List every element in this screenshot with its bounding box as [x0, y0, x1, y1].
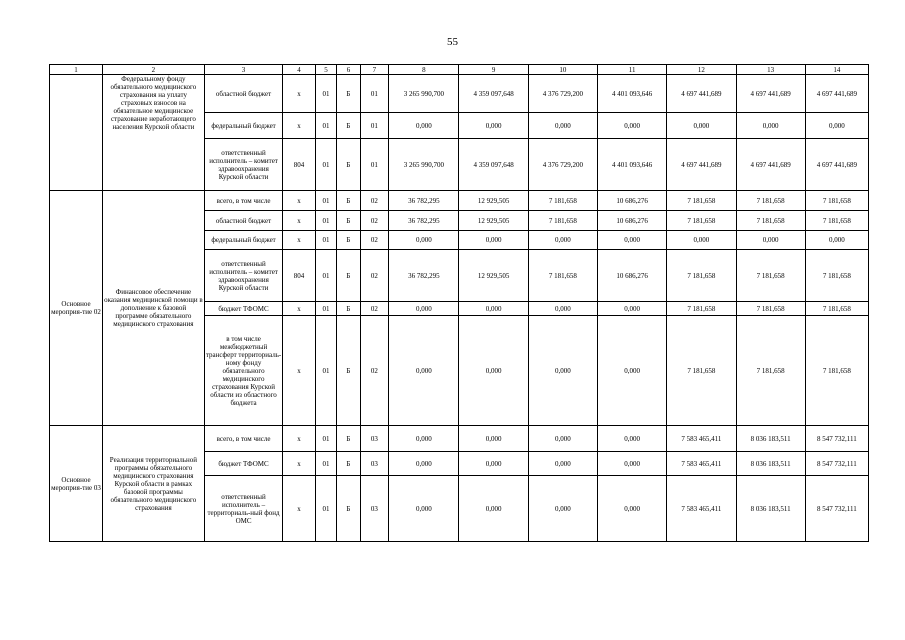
- amount-cell: 4 376 729,200: [528, 75, 597, 113]
- grbs-code-cell: х: [283, 211, 316, 231]
- amount-cell: 7 181,658: [736, 302, 805, 316]
- amount-cell: 7 181,658: [805, 302, 868, 316]
- amount-cell: 0,000: [528, 231, 597, 250]
- amount-cell: 0,000: [389, 113, 459, 139]
- page-number: 55: [447, 36, 458, 48]
- subsection-code-cell: Б: [337, 113, 360, 139]
- amount-cell: 0,000: [389, 426, 459, 452]
- amount-cell: 4 697 441,689: [667, 75, 736, 113]
- item-code-cell: 02: [360, 316, 389, 426]
- amount-cell: 7 181,658: [805, 250, 868, 302]
- grbs-code-cell: х: [283, 231, 316, 250]
- program-funding-table: [49, 64, 869, 542]
- grbs-code-cell: х: [283, 316, 316, 426]
- amount-cell: 7 181,658: [667, 250, 736, 302]
- section-code-cell: 01: [315, 211, 336, 231]
- amount-cell: 0,000: [736, 231, 805, 250]
- amount-cell: 4 697 441,689: [805, 75, 868, 113]
- section-code-cell: 01: [315, 250, 336, 302]
- amount-cell: 0,000: [528, 452, 597, 476]
- grbs-code-cell: х: [283, 452, 316, 476]
- subsection-code-cell: Б: [337, 191, 360, 211]
- column-number: 6: [337, 65, 360, 75]
- amount-cell: 12 929,505: [459, 250, 528, 302]
- amount-cell: 7 181,658: [528, 211, 597, 231]
- column-number: 7: [360, 65, 389, 75]
- amount-cell: 36 782,295: [389, 211, 459, 231]
- item-code-cell: 01: [360, 139, 389, 191]
- amount-cell: 8 036 183,511: [736, 426, 805, 452]
- column-number: 8: [389, 65, 459, 75]
- amount-cell: 7 181,658: [736, 211, 805, 231]
- amount-cell: 0,000: [528, 302, 597, 316]
- grbs-code-cell: х: [283, 75, 316, 113]
- funding-source-cell: областной бюджет: [204, 75, 282, 113]
- column-number-row: [50, 65, 869, 75]
- amount-cell: 36 782,295: [389, 191, 459, 211]
- event-code-cell: Основное мероприя-тие 02: [50, 191, 103, 426]
- amount-cell: 0,000: [389, 476, 459, 542]
- grbs-code-cell: 804: [283, 139, 316, 191]
- column-number: 3: [204, 65, 282, 75]
- amount-cell: 4 376 729,200: [528, 139, 597, 191]
- amount-cell: 0,000: [459, 426, 528, 452]
- amount-cell: 4 697 441,689: [805, 139, 868, 191]
- amount-cell: 0,000: [805, 113, 868, 139]
- section-code-cell: 01: [315, 302, 336, 316]
- item-code-cell: 03: [360, 426, 389, 452]
- amount-cell: 7 181,658: [667, 191, 736, 211]
- amount-cell: 0,000: [736, 113, 805, 139]
- amount-cell: 0,000: [459, 302, 528, 316]
- amount-cell: 7 181,658: [528, 191, 597, 211]
- column-number: 9: [459, 65, 528, 75]
- column-number: 11: [597, 65, 666, 75]
- item-code-cell: 03: [360, 452, 389, 476]
- amount-cell: 4 359 097,648: [459, 75, 528, 113]
- amount-cell: 8 547 732,111: [805, 426, 868, 452]
- grbs-code-cell: х: [283, 302, 316, 316]
- section-code-cell: 01: [315, 139, 336, 191]
- subsection-code-cell: Б: [337, 250, 360, 302]
- table-body: [50, 65, 869, 542]
- amount-cell: 0,000: [528, 426, 597, 452]
- section-code-cell: 01: [315, 231, 336, 250]
- amount-cell: 3 265 990,700: [389, 139, 459, 191]
- subsection-code-cell: Б: [337, 75, 360, 113]
- amount-cell: 0,000: [459, 316, 528, 426]
- amount-cell: 0,000: [459, 476, 528, 542]
- funding-source-cell: в том числе межбюджетный трансферт территориаль-ному фонду обязательного медицинского страхования Курской области из областного бюджета: [204, 316, 282, 426]
- amount-cell: 7 583 465,411: [667, 476, 736, 542]
- amount-cell: 0,000: [597, 113, 666, 139]
- amount-cell: 7 181,658: [805, 316, 868, 426]
- column-number: 13: [736, 65, 805, 75]
- amount-cell: 0,000: [528, 316, 597, 426]
- amount-cell: 0,000: [597, 426, 666, 452]
- amount-cell: 7 181,658: [736, 191, 805, 211]
- table-row: [50, 426, 869, 452]
- amount-cell: 4 697 441,689: [667, 139, 736, 191]
- amount-cell: 0,000: [528, 113, 597, 139]
- grbs-code-cell: х: [283, 426, 316, 452]
- subsection-code-cell: Б: [337, 139, 360, 191]
- funding-source-cell: всего, в том числе: [204, 426, 282, 452]
- amount-cell: 7 181,658: [805, 211, 868, 231]
- amount-cell: 0,000: [805, 231, 868, 250]
- item-code-cell: 03: [360, 476, 389, 542]
- item-code-cell: 02: [360, 191, 389, 211]
- amount-cell: 4 697 441,689: [736, 75, 805, 113]
- section-code-cell: 01: [315, 316, 336, 426]
- subsection-code-cell: Б: [337, 211, 360, 231]
- subsection-code-cell: Б: [337, 302, 360, 316]
- amount-cell: 7 181,658: [528, 250, 597, 302]
- amount-cell: 7 583 465,411: [667, 426, 736, 452]
- amount-cell: 8 547 732,111: [805, 476, 868, 542]
- table-row: [50, 75, 869, 113]
- amount-cell: 12 929,505: [459, 191, 528, 211]
- column-number: 12: [667, 65, 736, 75]
- event-code-cell: Основное мероприя-тие 03: [50, 426, 103, 542]
- funding-source-cell: ответственный исполнитель – комитет здравоохранения Курской области: [204, 250, 282, 302]
- funding-source-cell: ответственный исполнитель – комитет здравоохранения Курской области: [204, 139, 282, 191]
- section-code-cell: 01: [315, 191, 336, 211]
- section-code-cell: 01: [315, 452, 336, 476]
- amount-cell: 10 686,276: [597, 191, 666, 211]
- table-row: [50, 191, 869, 211]
- amount-cell: 0,000: [597, 452, 666, 476]
- amount-cell: 8 547 732,111: [805, 452, 868, 476]
- amount-cell: 4 401 093,646: [597, 139, 666, 191]
- grbs-code-cell: х: [283, 476, 316, 542]
- subsection-code-cell: Б: [337, 231, 360, 250]
- amount-cell: 0,000: [597, 302, 666, 316]
- column-number: 2: [102, 65, 204, 75]
- amount-cell: 7 181,658: [667, 211, 736, 231]
- funding-source-cell: бюджет ТФОМС: [204, 302, 282, 316]
- amount-cell: 0,000: [459, 231, 528, 250]
- item-code-cell: 02: [360, 302, 389, 316]
- item-code-cell: 01: [360, 75, 389, 113]
- event-name-cell: Финансовое обеспечение оказания медицинской помощи в дополнение к базовой программе обязательного медицинского страхования: [102, 191, 204, 426]
- amount-cell: 0,000: [528, 476, 597, 542]
- amount-cell: 12 929,505: [459, 211, 528, 231]
- column-number: 1: [50, 65, 103, 75]
- subsection-code-cell: Б: [337, 316, 360, 426]
- funding-source-cell: федеральный бюджет: [204, 113, 282, 139]
- amount-cell: 3 265 990,700: [389, 75, 459, 113]
- amount-cell: 0,000: [459, 113, 528, 139]
- amount-cell: 8 036 183,511: [736, 476, 805, 542]
- funding-source-cell: ответственный исполнитель – территориаль-ный фонд ОМС: [204, 476, 282, 542]
- funding-source-cell: всего, в том числе: [204, 191, 282, 211]
- amount-cell: 4 359 097,648: [459, 139, 528, 191]
- column-number: 5: [315, 65, 336, 75]
- amount-cell: 0,000: [389, 302, 459, 316]
- amount-cell: 0,000: [389, 316, 459, 426]
- grbs-code-cell: х: [283, 113, 316, 139]
- event-name-cell: Реализация территориальной программы обязательного медицинского страхования Курской области в рамках базовой программы обязательного медицинского страхования: [102, 426, 204, 542]
- amount-cell: 7 181,658: [805, 191, 868, 211]
- column-number: 14: [805, 65, 868, 75]
- item-code-cell: 02: [360, 231, 389, 250]
- section-code-cell: 01: [315, 476, 336, 542]
- item-code-cell: 02: [360, 250, 389, 302]
- amount-cell: 0,000: [459, 452, 528, 476]
- section-code-cell: 01: [315, 75, 336, 113]
- subsection-code-cell: Б: [337, 426, 360, 452]
- subsection-code-cell: Б: [337, 452, 360, 476]
- amount-cell: 10 686,276: [597, 250, 666, 302]
- item-code-cell: 01: [360, 113, 389, 139]
- grbs-code-cell: 804: [283, 250, 316, 302]
- amount-cell: 7 181,658: [736, 250, 805, 302]
- grbs-code-cell: х: [283, 191, 316, 211]
- amount-cell: 0,000: [389, 231, 459, 250]
- amount-cell: 0,000: [389, 452, 459, 476]
- amount-cell: 0,000: [597, 316, 666, 426]
- event-code-cell: [50, 75, 103, 191]
- funding-source-cell: бюджет ТФОМС: [204, 452, 282, 476]
- amount-cell: 0,000: [597, 231, 666, 250]
- section-code-cell: 01: [315, 113, 336, 139]
- amount-cell: 7 181,658: [736, 316, 805, 426]
- amount-cell: 7 583 465,411: [667, 452, 736, 476]
- funding-source-cell: федеральный бюджет: [204, 231, 282, 250]
- event-name-cell: Федеральному фонду обязательного медицинского страхования на уплату страховых взносов на обязательное медицинское страхование неработающего населения Курской области: [102, 75, 204, 191]
- column-number: 4: [283, 65, 316, 75]
- subsection-code-cell: Б: [337, 476, 360, 542]
- amount-cell: 7 181,658: [667, 316, 736, 426]
- amount-cell: 36 782,295: [389, 250, 459, 302]
- amount-cell: 7 181,658: [667, 302, 736, 316]
- amount-cell: 0,000: [597, 476, 666, 542]
- amount-cell: 4 697 441,689: [736, 139, 805, 191]
- amount-cell: 10 686,276: [597, 211, 666, 231]
- funding-source-cell: областной бюджет: [204, 211, 282, 231]
- amount-cell: 0,000: [667, 231, 736, 250]
- amount-cell: 0,000: [667, 113, 736, 139]
- item-code-cell: 02: [360, 211, 389, 231]
- amount-cell: 8 036 183,511: [736, 452, 805, 476]
- column-number: 10: [528, 65, 597, 75]
- amount-cell: 4 401 093,646: [597, 75, 666, 113]
- section-code-cell: 01: [315, 426, 336, 452]
